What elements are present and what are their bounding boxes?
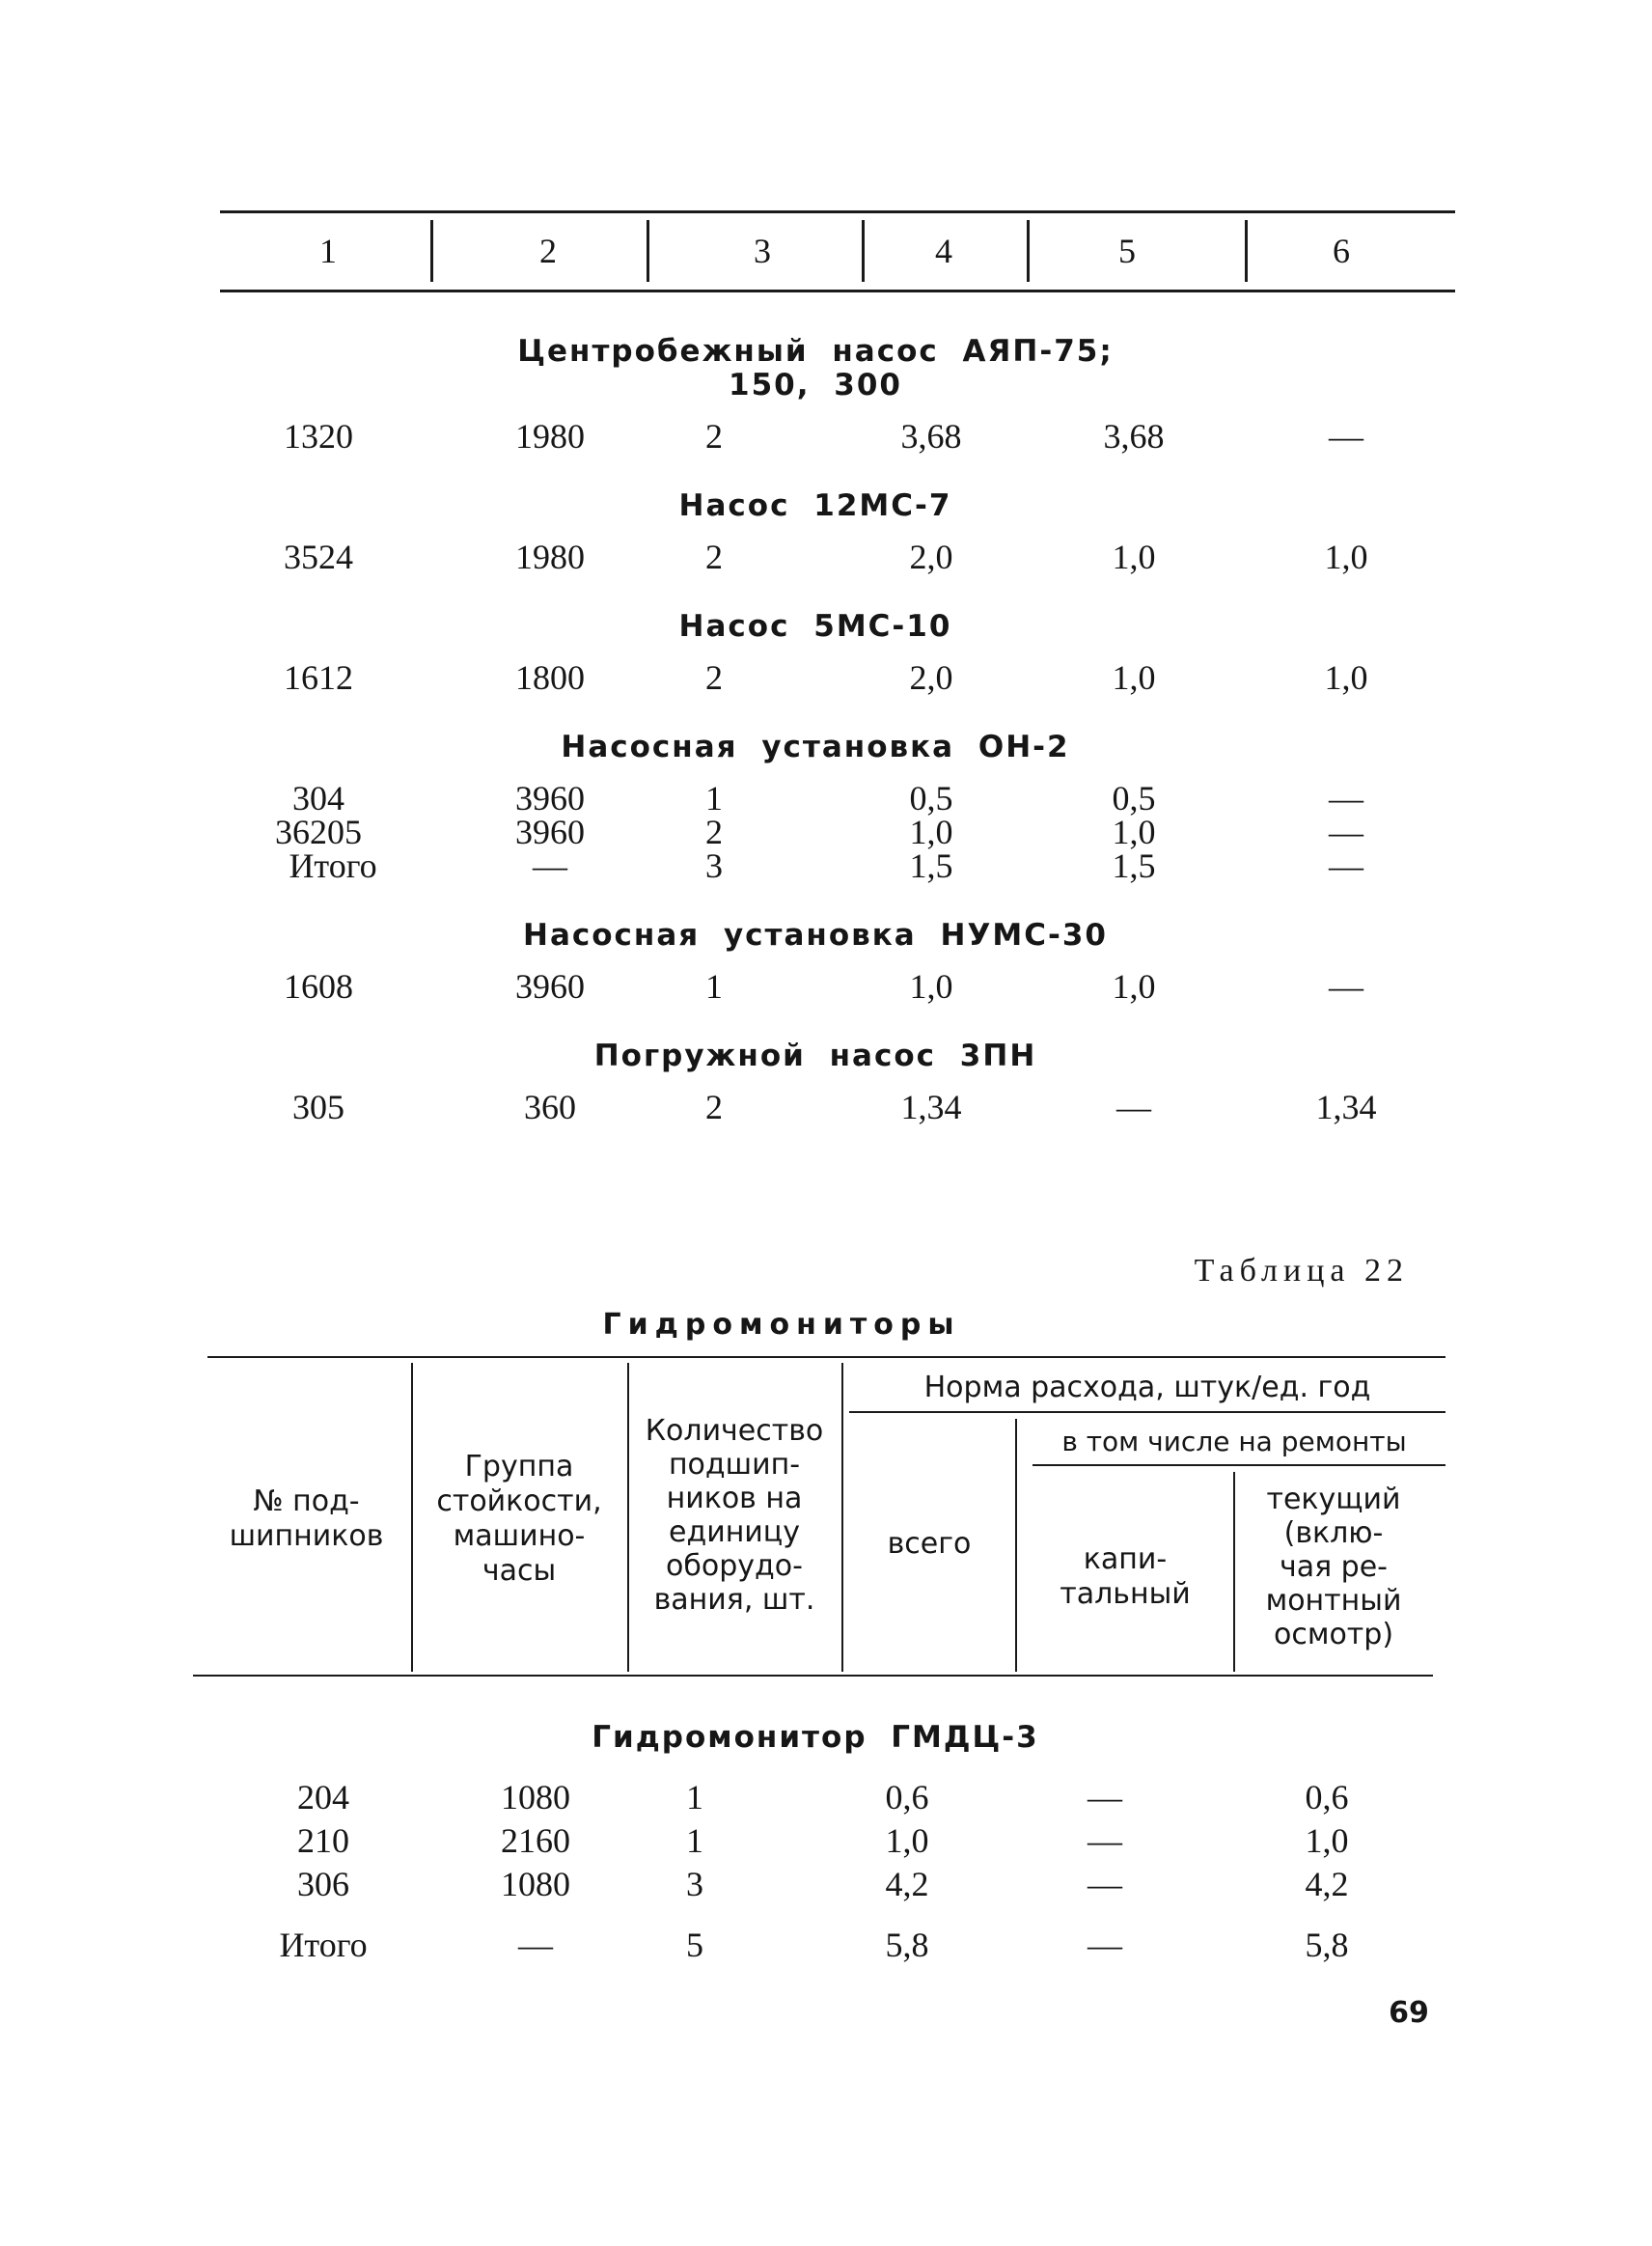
table-cell: 1,0: [1324, 658, 1368, 697]
norm-underline: [849, 1411, 1446, 1413]
table-cell: 1: [705, 967, 723, 1006]
table-cell: 1,34: [1315, 1088, 1377, 1126]
header-divider: [1233, 1472, 1235, 1672]
table-row-total: [0, 846, 1652, 885]
table-cell: 4,2: [1305, 1865, 1349, 1903]
top-table-divider: [1027, 220, 1030, 282]
table-cell: 2160: [501, 1821, 570, 1860]
incl-underline: [1032, 1464, 1446, 1466]
table-cell: 1,0: [909, 967, 953, 1006]
table-cell: 1: [705, 779, 723, 818]
table-cell: —: [1116, 1088, 1151, 1126]
top-table-divider: [862, 220, 865, 282]
header-incl-repairs: в том числе на ремонты: [1061, 1426, 1407, 1457]
top-table-divider: [647, 220, 649, 282]
table-cell: 4,2: [885, 1865, 929, 1903]
top-table-divider: [1245, 220, 1248, 282]
header-divider: [841, 1363, 843, 1672]
header-divider: [411, 1363, 413, 1672]
header-norm: Норма расхода, штук/ед. год: [923, 1371, 1371, 1404]
table-cell: 2: [705, 417, 723, 456]
table-cell: 360: [524, 1088, 576, 1126]
table-cell: —: [1088, 1821, 1122, 1860]
table-cell: 5,8: [885, 1926, 929, 1964]
table-cell: 5: [686, 1926, 703, 1964]
header-durability-group: Группа стойкости, машино- часы: [436, 1450, 602, 1588]
table-cell: 2: [705, 658, 723, 697]
section-title: Насосная установка ОН-2: [561, 730, 1070, 764]
col-number: 2: [539, 232, 557, 270]
header-rule-bottom: [193, 1675, 1433, 1677]
table-cell: 1: [686, 1821, 703, 1860]
top-table-rule-bottom: [220, 290, 1455, 292]
table-row: [0, 1088, 1652, 1126]
table-cell: —: [1329, 813, 1363, 851]
table-cell: Итого: [289, 846, 377, 885]
table-cell: 1612: [284, 658, 353, 697]
table-cell: 1,0: [1305, 1821, 1349, 1860]
table-cell: Итого: [279, 1926, 368, 1964]
col-number: 6: [1333, 232, 1350, 270]
col-number: 5: [1118, 232, 1136, 270]
table-cell: 2,0: [909, 658, 953, 697]
table-cell: —: [1329, 846, 1363, 885]
table-cell: —: [1088, 1865, 1122, 1903]
col-number: 4: [935, 232, 952, 270]
table-cell: 36205: [275, 813, 362, 851]
table-cell: 1,34: [900, 1088, 962, 1126]
table-cell: 0,5: [909, 779, 953, 818]
table-cell: 3960: [515, 967, 585, 1006]
table-cell: —: [518, 1926, 553, 1964]
table-cell: 5,8: [1305, 1926, 1349, 1964]
table-row: [0, 417, 1652, 456]
header-divider: [1015, 1419, 1017, 1672]
table-cell: 1980: [515, 538, 585, 576]
section-title: Насос 5МС-10: [678, 609, 952, 644]
table-cell: 1,0: [1112, 967, 1156, 1006]
table-cell: 1608: [284, 967, 353, 1006]
table-cell: 204: [297, 1778, 349, 1816]
table-cell: 0,5: [1112, 779, 1156, 818]
table-cell: 1980: [515, 417, 585, 456]
table-cell: 210: [297, 1821, 349, 1860]
table-row: [0, 658, 1652, 697]
section-title: Насос 12МС-7: [678, 488, 952, 523]
section-title: Центробежный насос АЯП-75;: [517, 334, 1114, 369]
table-cell: —: [1329, 779, 1363, 818]
table-cell: 3960: [515, 779, 585, 818]
table-cell: 1080: [501, 1865, 570, 1903]
table-cell: 1,0: [1324, 538, 1368, 576]
col-number: 3: [754, 232, 771, 270]
table-row: [0, 1778, 1652, 1816]
table-row-total: [0, 1926, 1652, 1964]
table-cell: 1,0: [885, 1821, 929, 1860]
table-cell: —: [1329, 967, 1363, 1006]
col-number: 1: [319, 232, 337, 270]
header-bearing-number: № под- шипников: [229, 1484, 384, 1553]
table-row: [0, 813, 1652, 851]
table-cell: 1,5: [1112, 846, 1156, 885]
table-cell: 1,0: [909, 813, 953, 851]
table-title: Гидромониторы: [602, 1308, 961, 1342]
header-total: всего: [887, 1527, 972, 1561]
section-title-line2: 150, 300: [729, 368, 902, 402]
table-row: [0, 1821, 1652, 1860]
header-bearing-quantity: Количество подшип- ников на единицу оборудо- вания, шт.: [645, 1414, 824, 1617]
table-cell: 0,6: [885, 1778, 929, 1816]
top-table-divider: [430, 220, 433, 282]
table-cell: 1: [686, 1778, 703, 1816]
table-label: Таблица 22: [1194, 1253, 1409, 1289]
table-cell: 0,6: [1305, 1778, 1349, 1816]
table-cell: 2: [705, 538, 723, 576]
section-title: Насосная установка НУМС-30: [523, 918, 1108, 953]
table-cell: 3: [705, 846, 723, 885]
header-divider: [627, 1363, 629, 1672]
table-row: [0, 1865, 1652, 1903]
table-cell: 1080: [501, 1778, 570, 1816]
top-table-rule-top: [220, 210, 1455, 213]
table-cell: 2: [705, 813, 723, 851]
table-row: [0, 779, 1652, 818]
table-cell: 1800: [515, 658, 585, 697]
table-cell: 304: [292, 779, 344, 818]
header-current: текущий (вклю- чая ре- монтный осмотр): [1265, 1483, 1402, 1651]
header-capital: капи- тальный: [1060, 1542, 1191, 1611]
table-cell: 3,68: [900, 417, 962, 456]
header-rule-top: [207, 1356, 1446, 1358]
table-cell: 305: [292, 1088, 344, 1126]
table-cell: —: [1329, 417, 1363, 456]
table-cell: 3960: [515, 813, 585, 851]
table-cell: 3,68: [1103, 417, 1165, 456]
table-cell: 1320: [284, 417, 353, 456]
table-cell: 3: [686, 1865, 703, 1903]
table-cell: 1,5: [909, 846, 953, 885]
table-cell: 1,0: [1112, 658, 1156, 697]
table-cell: 3524: [284, 538, 353, 576]
table-cell: 306: [297, 1865, 349, 1903]
page-number: 69: [1389, 1996, 1429, 2030]
table-cell: 1,0: [1112, 538, 1156, 576]
section-title: Погружной насос 3ПН: [593, 1039, 1037, 1073]
table-cell: 2: [705, 1088, 723, 1126]
table-cell: —: [1088, 1778, 1122, 1816]
section-title: Гидромонитор ГМДЦ-3: [592, 1720, 1039, 1755]
table-cell: —: [1088, 1926, 1122, 1964]
table-cell: 1,0: [1112, 813, 1156, 851]
table-cell: —: [533, 846, 567, 885]
table-cell: 2,0: [909, 538, 953, 576]
table-row: [0, 967, 1652, 1006]
table-row: [0, 538, 1652, 576]
